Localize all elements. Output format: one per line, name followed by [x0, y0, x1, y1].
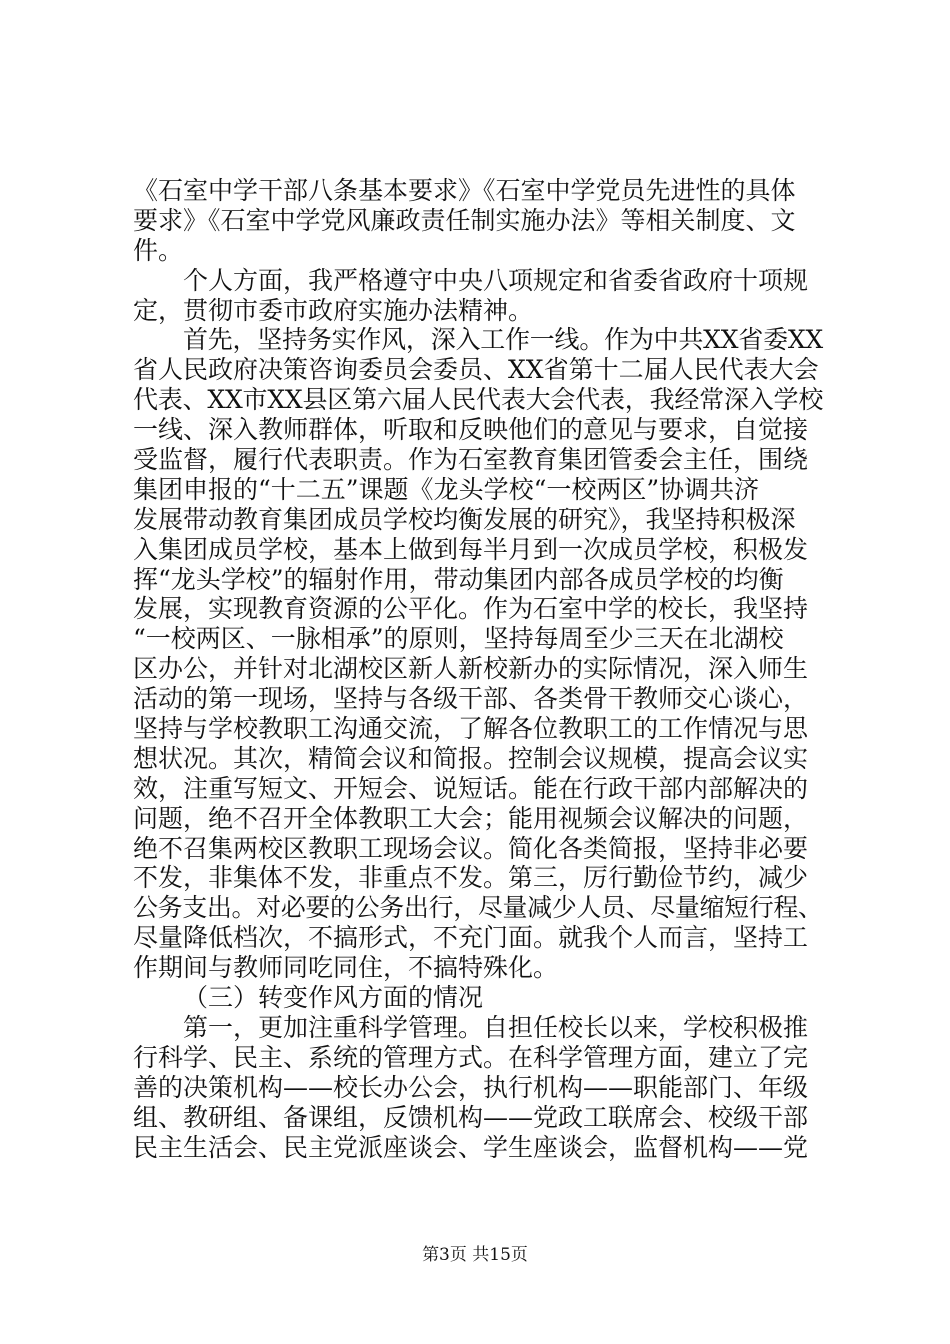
text-line: 受监督，履行代表职责。作为石室教育集团管委会主任，围绕	[133, 445, 809, 475]
text-line: 行科学、民主、系统的管理方式。在科学管理方面，建立了完	[133, 1042, 809, 1072]
text-line: 《石室中学干部八条基本要求》《石室中学党员先进性的具体	[133, 176, 796, 205]
text-line: 个人方面，我严格遵守中央八项规定和省委省政府十项规	[183, 265, 809, 295]
text-line: 件。	[133, 235, 184, 265]
text-line: 集团申报的“十二五”课题《龙头学校“一校两区”协调共济	[133, 474, 760, 504]
text-line: 发展带动教育集团成员学校均衡发展的研究》，我坚持积极深	[133, 504, 796, 534]
text-line: 区办公，并针对北湖校区新人新校新办的实际情况，深入师生	[133, 654, 809, 684]
text-line: （三）转变作风方面的情况	[183, 983, 484, 1013]
text-line: 效，注重写短文、开短会、说短话。能在行政干部内部解决的	[133, 773, 809, 803]
text-line: 不发，非集体不发，非重点不发。第三，厉行勤俭节约，减少	[133, 863, 809, 893]
text-line: 一线、深入教师群体，听取和反映他们的意见与要求，自觉接	[133, 415, 809, 445]
text-line: 入集团成员学校，基本上做到每半月到一次成员学校，积极发	[133, 534, 809, 564]
text-line: 省人民政府决策咨询委员会委员、XX省第十二届人民代表大会	[133, 355, 819, 385]
text-line: 发展，实现教育资源的公平化。作为石室中学的校长，我坚持	[133, 594, 809, 624]
text-line: 坚持与学校教职工沟通交流，了解各位教职工的工作情况与思	[133, 714, 809, 744]
text-line: 尽量降低档次，不搞形式，不充门面。就我个人而言，坚持工	[133, 923, 809, 953]
text-line: 问题，绝不召开全体教职工大会；能用视频会议解决的问题，	[133, 803, 809, 833]
text-line: 要求》《石室中学党风廉政责任制实施办法》等相关制度、文	[133, 205, 796, 235]
text-line: 第一，更加注重科学管理。自担任校长以来，学校积极推	[183, 1012, 809, 1042]
document-body	[133, 176, 823, 1162]
text-line: 组、教研组、备课组，反馈机构——党政工联席会、校级干部	[133, 1102, 809, 1132]
text-line: 挥“龙头学校”的辐射作用，带动集团内部各成员学校的均衡	[133, 564, 784, 594]
text-line: 善的决策机构——校长办公会，执行机构——职能部门、年级	[133, 1072, 809, 1102]
text-line: 绝不召集两校区教职工现场会议。简化各类简报，坚持非必要	[133, 833, 809, 863]
text-line: 定，贯彻市委市政府实施办法精神。	[133, 295, 534, 325]
text-line: 作期间与教师同吃同住，不搞特殊化。	[133, 953, 559, 983]
text-line: 首先，坚持务实作风，深入工作一线。作为中共XX省委XX	[183, 325, 823, 355]
text-line: 民主生活会、民主党派座谈会、学生座谈会，监督机构——党	[133, 1132, 809, 1162]
text-line: 公务支出。对必要的公务出行，尽量减少人员、尽量缩短行程、	[133, 893, 823, 923]
text-line: 活动的第一现场，坚持与各级干部、各类骨干教师交心谈心，	[133, 684, 809, 714]
text-line: “一校两区、一脉相承”的原则，坚持每周至少三天在北湖校	[133, 624, 784, 654]
page-footer: 第3页 共15页	[422, 1245, 528, 1265]
text-line: 想状况。其次，精简会议和简报。控制会议规模，提高会议实	[133, 743, 809, 773]
text-line: 代表、XX市XX县区第六届人民代表大会代表，我经常深入学校	[133, 385, 824, 415]
